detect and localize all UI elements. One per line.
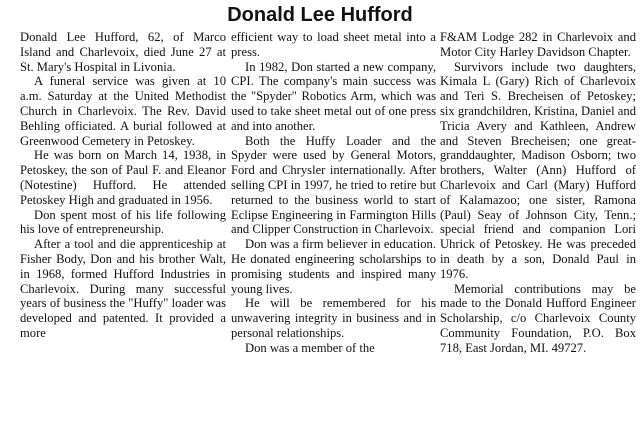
paragraph: Donald Lee Hufford, 62, of Marco Island and Charlevoix, died June 27 at St. Mary's Hospital in Livonia. <box>20 30 226 74</box>
paragraph: Don was a member of the <box>245 340 375 355</box>
column-1 <box>20 30 226 341</box>
paragraph: He will be remembered for his unwavering integrity in business and in personal relationships. <box>231 296 436 340</box>
paragraph: He was born on March 14, 1938, in Petoskey, the son of Paul F. and Eleanor (Notestine) Hufford. He attended Petoskey High and graduated in 1956. <box>20 148 226 207</box>
column-2 <box>231 30 436 356</box>
paragraph: Survivors include two daughters, Kimala L (Gary) Rich of Charlevoix and Teri S. Brecheisen of Petoskey; six grandchildren, Kristina, Daniel and Tricia Avery and Kathleen, Andrew and Steven Brecheisen; one great-granddaughter, Madison Osborn; two brothers, Walter (Ann) Hufford of Charlevoix and Carl (Mary) Hufford of Kalamazoo; one sister, Ramona (Paul) Seay of Johnson City, Tenn.; special friend and companion Lori Uhrick of Petoskey. He was preceded in death by a son, Donald Paul in 1976. <box>440 59 636 281</box>
paragraph: Don spent most of his life following his love of entrepreneurship. <box>20 207 226 237</box>
paragraph: Don was a firm believer in education. He donated engineering scholarships to promising students and inspired many young lives. <box>231 237 436 296</box>
article-title: Donald Lee Hufford <box>227 4 413 26</box>
paragraph: Memorial contributions may be made to the Donald Hufford Engineer Scholarship, c/o Charlevoix County Community Foundation, P.O. Box 718, East Jordan, MI. 49727. <box>440 281 636 355</box>
paragraph: In 1982, Don started a new company, CPI. The company's main success was the "Spyder" Robotics Arm, which was used to take sheet metal out of one press and into another. <box>231 59 436 133</box>
paragraph: F&AM Lodge 282 in Charlevoix and Motor City Harley Davidson Chapter. <box>440 30 636 59</box>
paragraph: efficient way to load sheet metal into a press. <box>231 30 436 59</box>
paragraph: After a tool and die apprenticeship at Fisher Body, Don and his brother Walt, in 1968, formed Hufford Industries in Charlevoix. During many successful years of business the "Huffy" loader was developed and patented. It provided a more <box>20 237 226 340</box>
column-3 <box>440 30 636 356</box>
paragraph: A funeral service was given at 10 a.m. Saturday at the United Methodist Church in Charlevoix. The Rev. David Behling officiated. A burial followed at Greenwood Cemetery in Petoskey. <box>20 74 226 148</box>
paragraph: Both the Huffy Loader and the Spyder were used by General Motors, Ford and Chrysler internationally. After selling CPI in 1997, he tried to retire but returned to the business world to start Eclipse Engineering in Farmington Hills and Clipper Construction in Charlevoix. <box>231 133 436 237</box>
